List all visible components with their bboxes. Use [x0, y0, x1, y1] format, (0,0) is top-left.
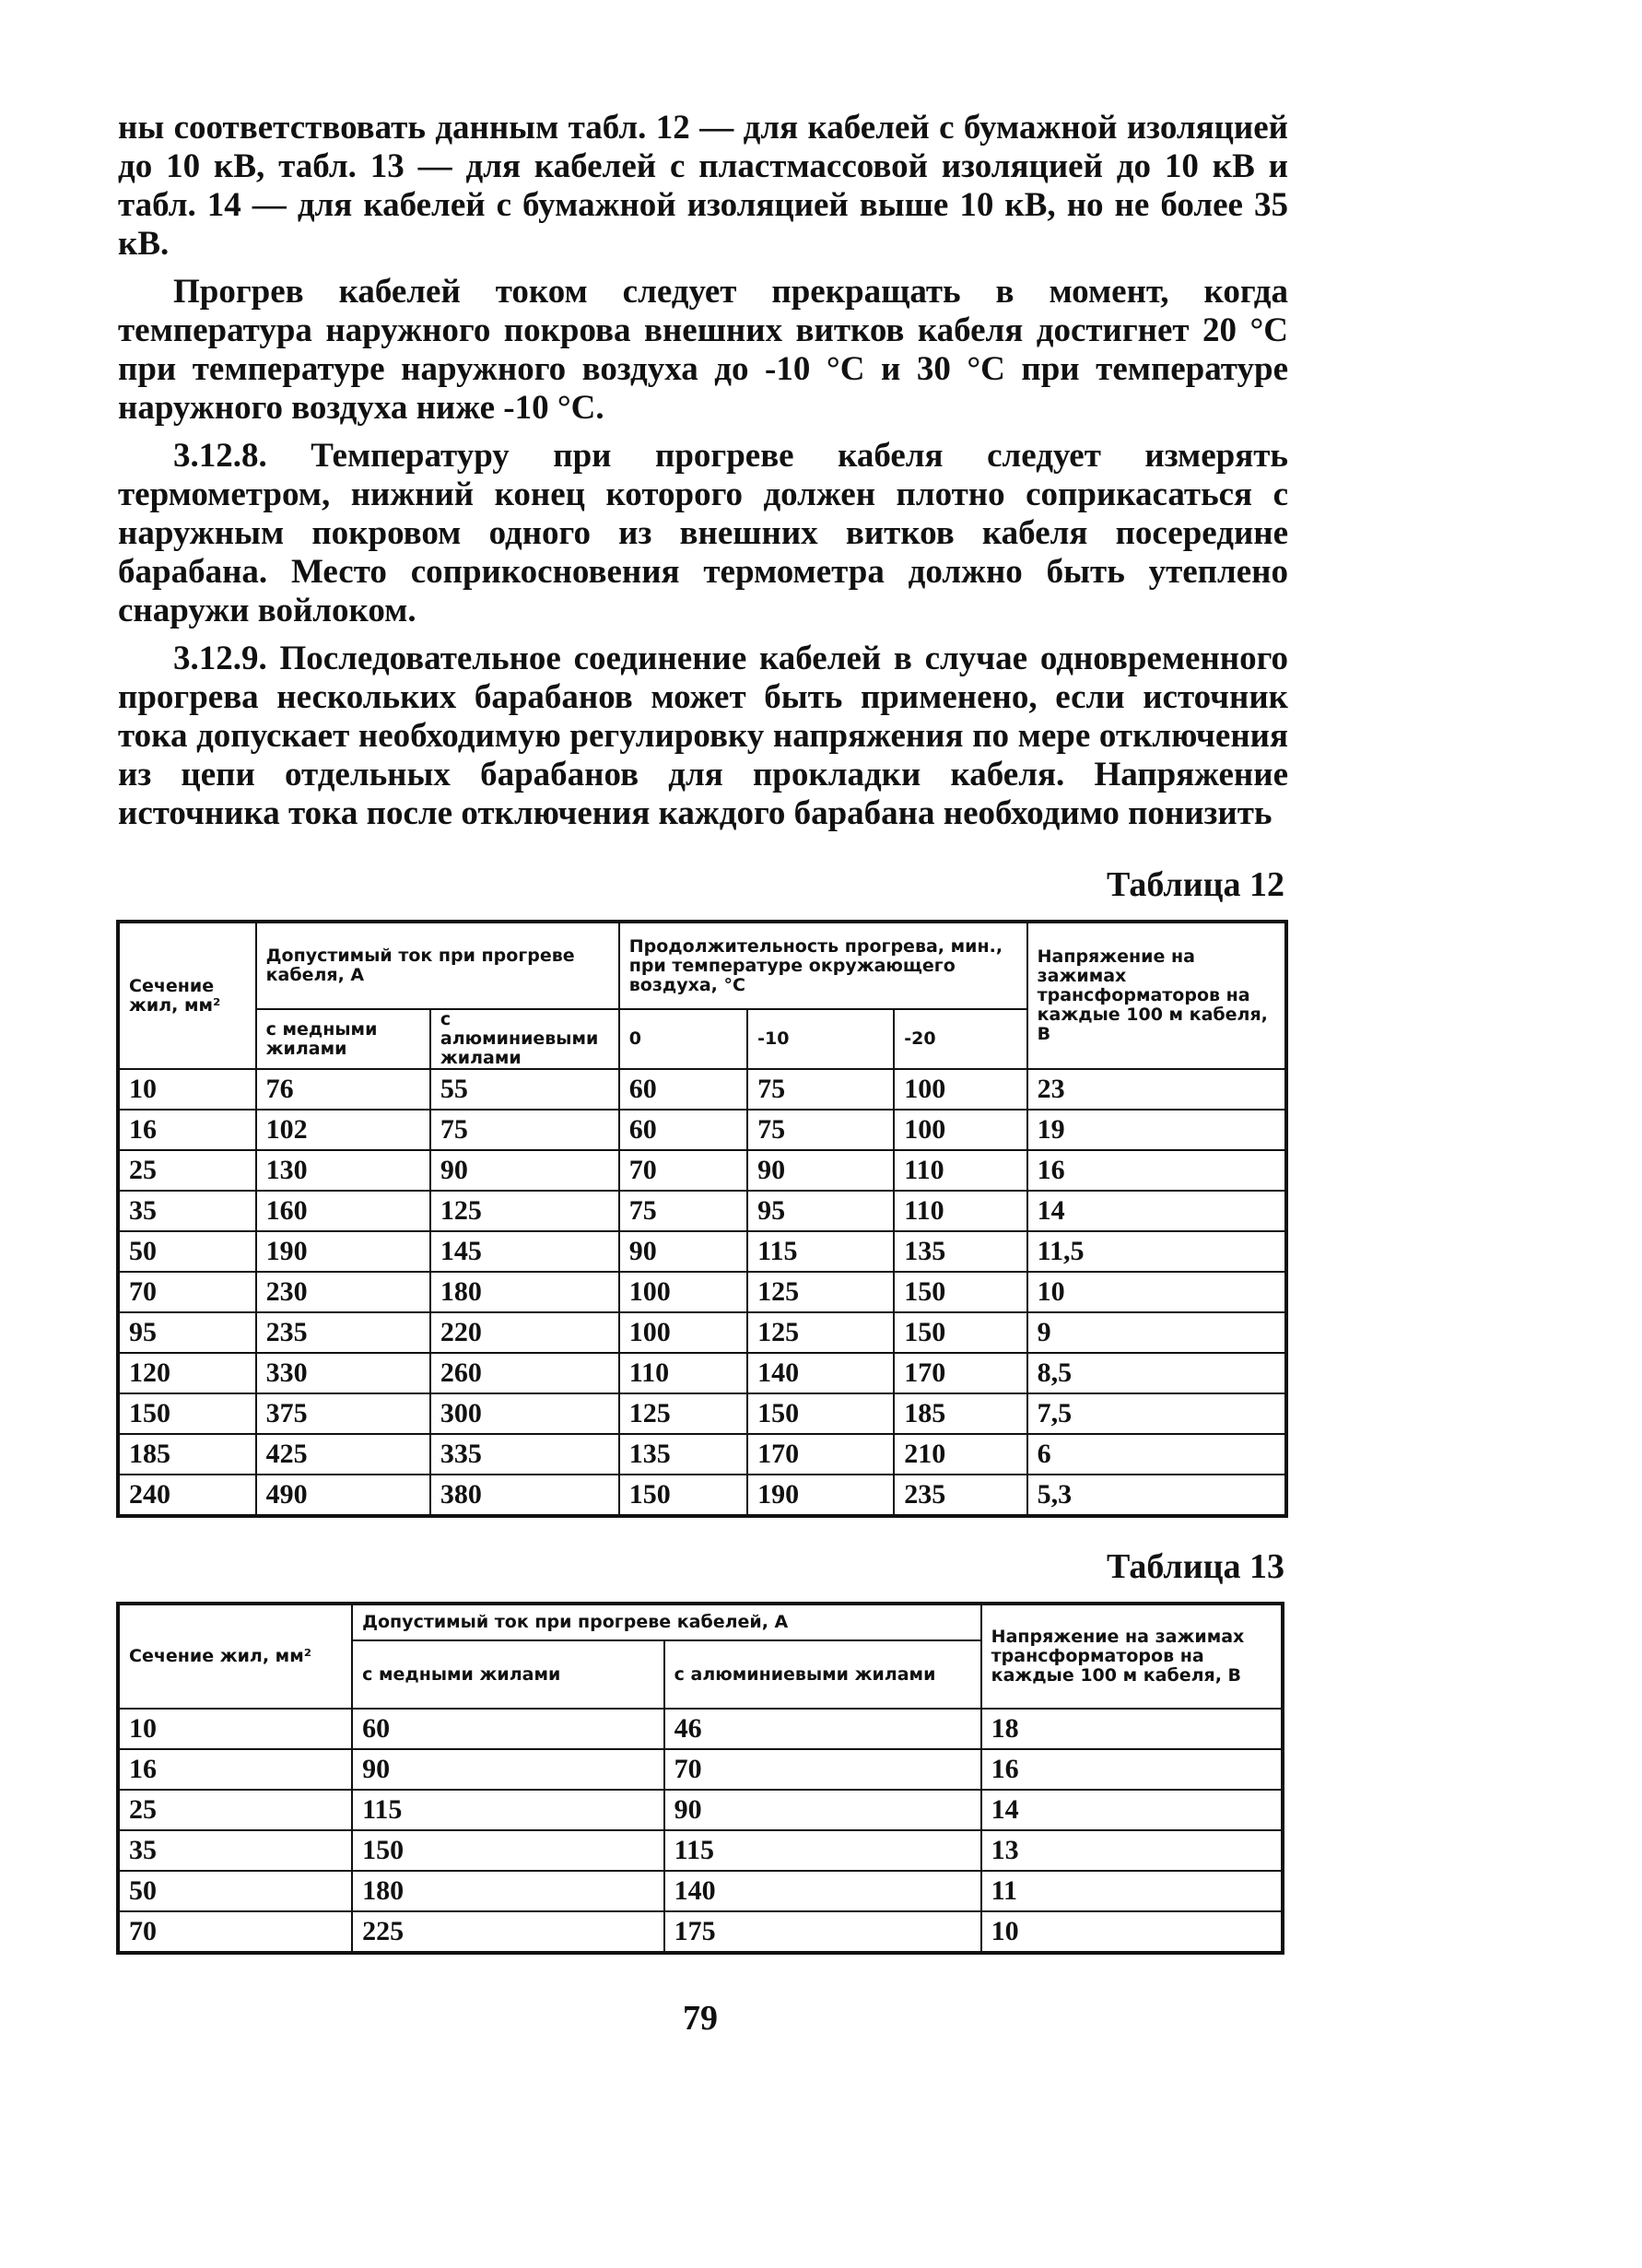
table-cell: 60 [619, 1069, 747, 1110]
table-cell: 130 [256, 1150, 430, 1191]
table-cell: 46 [664, 1709, 981, 1749]
table-cell: 16 [981, 1749, 1283, 1790]
table-cell: 16 [118, 1110, 256, 1150]
table-cell: 70 [118, 1272, 256, 1312]
table-row [118, 1871, 1283, 1911]
table-cell: 115 [747, 1231, 894, 1272]
table-cell: 14 [1027, 1191, 1286, 1231]
table-cell: 125 [747, 1312, 894, 1353]
table-cell: 210 [894, 1434, 1026, 1475]
table-cell: 10 [1027, 1272, 1286, 1312]
table-cell: 95 [118, 1312, 256, 1353]
t13-body [118, 1709, 1283, 1953]
table-cell: 235 [256, 1312, 430, 1353]
t13-header-copper: с медными жилами [352, 1640, 664, 1709]
table-cell: 25 [118, 1790, 352, 1830]
table-cell: 100 [894, 1110, 1026, 1150]
t12-header-aluminum: с алюминиевыми жилами [430, 1009, 619, 1069]
table-row [118, 1231, 1286, 1272]
table-cell: 10 [118, 1069, 256, 1110]
table-cell: 230 [256, 1272, 430, 1312]
table-cell: 490 [256, 1475, 430, 1516]
paragraph-4: 3.12.9. Последовательное соединение кабелей в случае одновременного прогрева нескольких барабанов может быть применено, если источник тока допускает необходимую регулировку напряжения по мере отключения из цепи отдельных барабанов для прокладки кабеля. Напряжение источника тока после отключения каждого барабана необходимо понизить [118, 640, 1288, 832]
table-cell: 380 [430, 1475, 619, 1516]
table-cell: 25 [118, 1150, 256, 1191]
table-cell: 425 [256, 1434, 430, 1475]
t12-header-duration: Продолжительность прогрева, мин., при температуре окружающего воздуха, °С [619, 922, 1027, 1009]
table-cell: 300 [430, 1393, 619, 1434]
table-row [118, 1475, 1286, 1516]
table-cell: 5,3 [1027, 1475, 1286, 1516]
table-cell: 7,5 [1027, 1393, 1286, 1434]
t12-header-current: Допустимый ток при прогреве кабеля, А [256, 922, 619, 1009]
t13-header-section: Сечение жил, мм² [118, 1604, 352, 1709]
table-row [118, 1830, 1283, 1871]
table-cell: 70 [619, 1150, 747, 1191]
table-row [118, 1272, 1286, 1312]
table-cell: 35 [118, 1191, 256, 1231]
table-row [118, 1312, 1286, 1353]
table-cell: 70 [118, 1911, 352, 1953]
table-cell: 185 [118, 1434, 256, 1475]
table-cell: 60 [619, 1110, 747, 1150]
table-cell: 140 [747, 1353, 894, 1393]
t12-header-t20: -20 [894, 1009, 1026, 1069]
table-cell: 185 [894, 1393, 1026, 1434]
t12-header-copper: с медными жилами [256, 1009, 430, 1069]
table-cell: 190 [256, 1231, 430, 1272]
table-cell: 175 [664, 1911, 981, 1953]
table-cell: 180 [430, 1272, 619, 1312]
t13-header-voltage: Напряжение на зажимах трансформаторов на каждые 100 м кабеля, В [981, 1604, 1283, 1709]
table-row [118, 1110, 1286, 1150]
table-cell: 90 [430, 1150, 619, 1191]
table-row [118, 1790, 1283, 1830]
table-cell: 100 [894, 1069, 1026, 1110]
table-cell: 100 [619, 1312, 747, 1353]
table-cell: 220 [430, 1312, 619, 1353]
table-row [118, 1749, 1283, 1790]
table-cell: 14 [981, 1790, 1283, 1830]
table-cell: 335 [430, 1434, 619, 1475]
table-cell: 11,5 [1027, 1231, 1286, 1272]
table-cell: 120 [118, 1353, 256, 1393]
table-cell: 50 [118, 1231, 256, 1272]
table-cell: 11 [981, 1871, 1283, 1911]
table-cell: 13 [981, 1830, 1283, 1871]
table-cell: 102 [256, 1110, 430, 1150]
table-cell: 110 [894, 1191, 1026, 1231]
table-row [118, 1150, 1286, 1191]
table-cell: 50 [118, 1871, 352, 1911]
table-cell: 125 [619, 1393, 747, 1434]
table-cell: 170 [747, 1434, 894, 1475]
table-cell: 140 [664, 1871, 981, 1911]
table-cell: 35 [118, 1830, 352, 1871]
table-row [118, 1911, 1283, 1953]
table-cell: 75 [619, 1191, 747, 1231]
table-cell: 225 [352, 1911, 664, 1953]
table-row [118, 1709, 1283, 1749]
table-row [118, 1434, 1286, 1475]
table-cell: 150 [352, 1830, 664, 1871]
t13-header-aluminum: с алюминиевыми жилами [664, 1640, 981, 1709]
table-cell: 76 [256, 1069, 430, 1110]
table-cell: 18 [981, 1709, 1283, 1749]
table-cell: 160 [256, 1191, 430, 1231]
table12-caption: Таблица 12 [1106, 865, 1284, 904]
table-cell: 10 [118, 1709, 352, 1749]
table-cell: 235 [894, 1475, 1026, 1516]
table-cell: 95 [747, 1191, 894, 1231]
paragraph-3: 3.12.8. Температуру при прогреве кабеля следует измерять термометром, нижний конец которого должен плотно соприкасаться с наружным покровом одного из внешних витков кабеля посередине барабана. Место соприкосновения термометра должно быть утеплено снаружи войлоком. [118, 437, 1288, 629]
paragraph-1: ны соответствовать данным табл. 12 — для кабелей с бумажной изоляцией до 10 кВ, табл. 13 — для кабелей с пластмассовой изоляцией до 10 кВ и табл. 14 — для кабелей с бумажной изоляцией выше 10 кВ, но не более 35 кВ. [118, 109, 1288, 263]
table-cell: 70 [664, 1749, 981, 1790]
table-12 [116, 920, 1288, 1518]
t12-header-t10: -10 [747, 1009, 894, 1069]
table-cell: 150 [894, 1272, 1026, 1312]
table-cell: 170 [894, 1353, 1026, 1393]
t12-header-voltage: Напряжение на зажимах трансформаторов на каждые 100 м кабеля, В [1027, 922, 1286, 1069]
table-cell: 16 [118, 1749, 352, 1790]
table-cell: 23 [1027, 1069, 1286, 1110]
table-cell: 180 [352, 1871, 664, 1911]
table-cell: 6 [1027, 1434, 1286, 1475]
t12-header-t0: 0 [619, 1009, 747, 1069]
table-cell: 150 [118, 1393, 256, 1434]
table-cell: 110 [619, 1353, 747, 1393]
table-cell: 330 [256, 1353, 430, 1393]
table-row [118, 1393, 1286, 1434]
table-cell: 135 [894, 1231, 1026, 1272]
table-cell: 125 [747, 1272, 894, 1312]
table-cell: 375 [256, 1393, 430, 1434]
table-cell: 75 [430, 1110, 619, 1150]
page-number: 79 [683, 1999, 718, 2038]
paragraph-2: Прогрев кабелей током следует прекращать в момент, когда температура наружного покрова внешних витков кабеля достигнет 20 °С при температуре наружного воздуха до -10 °С и 30 °С при температуре наружного воздуха ниже -10 °С. [118, 273, 1288, 427]
table-cell: 125 [430, 1191, 619, 1231]
table-row [118, 1353, 1286, 1393]
table-cell: 55 [430, 1069, 619, 1110]
table13-caption: Таблица 13 [1106, 1547, 1284, 1586]
table-cell: 90 [664, 1790, 981, 1830]
body-text [118, 109, 1288, 842]
table-cell: 8,5 [1027, 1353, 1286, 1393]
table-cell: 75 [747, 1110, 894, 1150]
t12-body [118, 1069, 1286, 1516]
table-cell: 150 [747, 1393, 894, 1434]
t13-header-current: Допустимый ток при прогреве кабелей, А [352, 1604, 981, 1640]
table-cell: 9 [1027, 1312, 1286, 1353]
table-cell: 150 [894, 1312, 1026, 1353]
table-cell: 90 [747, 1150, 894, 1191]
table-cell: 75 [747, 1069, 894, 1110]
table-row [118, 1069, 1286, 1110]
table-cell: 60 [352, 1709, 664, 1749]
table-13 [116, 1602, 1284, 1955]
table-cell: 190 [747, 1475, 894, 1516]
table-cell: 100 [619, 1272, 747, 1312]
table-row [118, 1191, 1286, 1231]
t12-header-section: Сечение жил, мм² [118, 922, 256, 1069]
table-cell: 135 [619, 1434, 747, 1475]
table-cell: 260 [430, 1353, 619, 1393]
table-cell: 90 [352, 1749, 664, 1790]
table-cell: 10 [981, 1911, 1283, 1953]
table-cell: 110 [894, 1150, 1026, 1191]
table-cell: 240 [118, 1475, 256, 1516]
table-cell: 145 [430, 1231, 619, 1272]
table-cell: 19 [1027, 1110, 1286, 1150]
table-cell: 150 [619, 1475, 747, 1516]
table-cell: 16 [1027, 1150, 1286, 1191]
table-cell: 90 [619, 1231, 747, 1272]
table-cell: 115 [664, 1830, 981, 1871]
table-cell: 115 [352, 1790, 664, 1830]
